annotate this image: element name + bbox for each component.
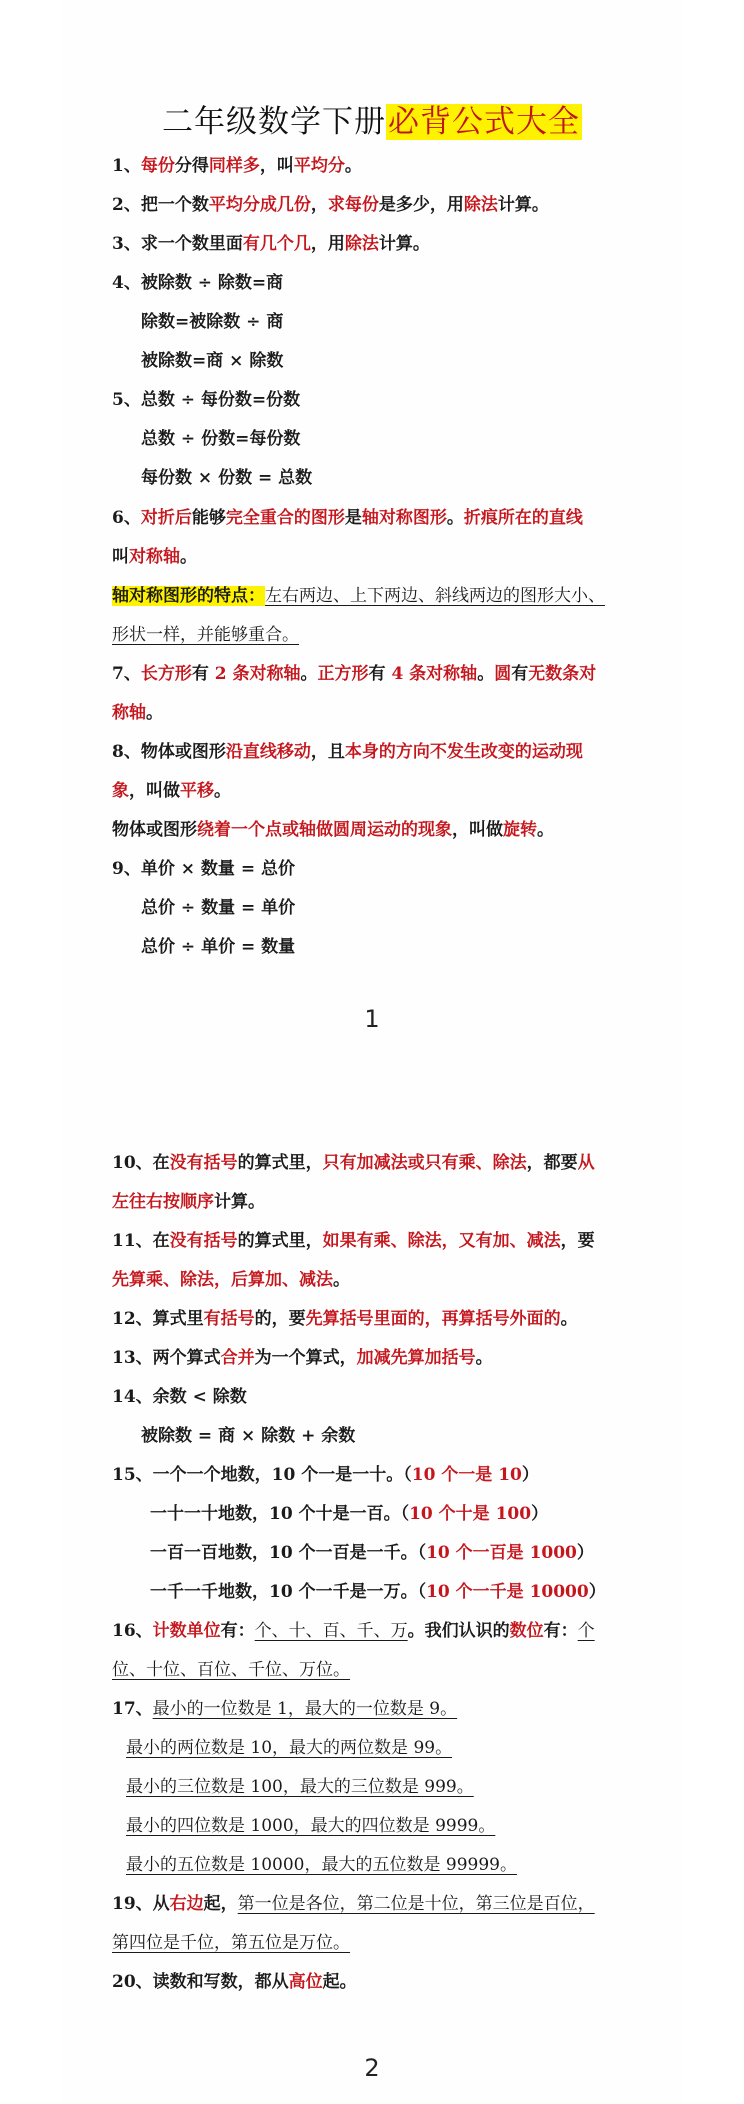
rule-6-line-1: 6、对折后能够完全重合的图形是轴对称图形。折痕所在的直线	[112, 508, 583, 528]
rule-12: 12、算式里有括号的，要先算括号里面的，再算括号外面的。	[112, 1309, 578, 1329]
rule-7-line-2: 称轴。	[112, 703, 163, 723]
rule-7-line-1: 7、长方形有 2 条对称轴。正方形有 4 条对称轴。圆有无数条对	[112, 664, 597, 684]
rule-20: 20、读数和写数，都从高位起。	[112, 1972, 357, 1992]
document-title	[0, 96, 744, 141]
symmetry-feature-line-2: 形状一样，并能够重合。	[112, 625, 299, 645]
rule-15-line-2: 一十一十地数，10 个十是一百。（10 个十是 100）	[150, 1504, 549, 1524]
rule-11-line-1: 11、在没有括号的算式里，如果有乘、除法，又有加、减法，要	[112, 1231, 595, 1251]
rule-9-line-3: 总价 ÷ 单价 = 数量	[141, 937, 296, 957]
rule-16-line-1: 16、计数单位有：个、十、百、千、万。我们认识的数位有：个	[112, 1621, 595, 1641]
rule-5-line-1: 5、总数 ÷ 每份数=份数	[112, 390, 301, 410]
rule-19-line-1: 19、从右边起，第一位是各位，第二位是十位，第三位是百位，	[112, 1894, 595, 1914]
rule-19-line-2: 第四位是千位，第五位是万位。	[112, 1933, 350, 1953]
rule-1: 1、每份分得同样多，叫平均分。	[112, 156, 362, 176]
rule-14-line-2: 被除数 = 商 × 除数 + 余数	[141, 1426, 356, 1446]
rule-5-line-2: 总数 ÷ 份数=每份数	[141, 429, 301, 449]
rule-14-line-1: 14、余数 < 除数	[112, 1387, 247, 1407]
rule-4-line-3: 被除数=商 × 除数	[141, 351, 284, 371]
rule-17-line-1: 17、最小的一位数是 1，最大的一位数是 9。	[112, 1699, 458, 1719]
rule-13: 13、两个算式合并为一个算式，加减先算加括号。	[112, 1348, 493, 1368]
rule-4-line-2: 除数=被除数 ÷ 商	[141, 312, 284, 332]
rule-15-line-1: 15、一个一个地数，10 个一是一十。（10 个一是 10）	[112, 1465, 539, 1485]
rule-15-line-4: 一千一千地数，10 个一千是一万。（10 个一千是 10000）	[150, 1582, 606, 1602]
page-number-1: 1	[364, 1005, 380, 1033]
title-highlight: 必背公式大全	[388, 104, 580, 140]
rule-15-line-3: 一百一百地数，10 个一百是一千。（10 个一百是 1000）	[150, 1543, 594, 1563]
rule-17-line-3: 最小的三位数是 100，最大的三位数是 999。	[126, 1777, 474, 1797]
page-number-2: 2	[364, 2054, 380, 2082]
rule-9-line-1: 9、单价 × 数量 = 总价	[112, 859, 295, 879]
rule-8-line-1: 8、物体或图形沿直线移动，且本身的方向不发生改变的运动现	[112, 742, 583, 762]
rule-17-line-5: 最小的五位数是 10000，最大的五位数是 99999。	[126, 1855, 517, 1875]
rule-2: 2、把一个数平均分成几份，求每份是多少，用除法计算。	[112, 195, 549, 215]
rule-5-line-3: 每份数 × 份数 = 总数	[141, 468, 313, 488]
rule-16-line-2: 位、十位、百位、千位、万位。	[112, 1660, 350, 1680]
rule-8-line-2: 象，叫做平移。	[112, 781, 231, 801]
rule-10-line-1: 10、在没有括号的算式里，只有加减法或只有乘、除法，都要从	[112, 1153, 595, 1173]
rule-17-line-2: 最小的两位数是 10，最大的两位数是 99。	[126, 1738, 453, 1758]
rule-11-line-2: 先算乘、除法，后算加、减法。	[112, 1270, 350, 1290]
rule-10-line-2: 左往右按顺序计算。	[112, 1192, 265, 1212]
rule-9-line-2: 总价 ÷ 数量 = 单价	[141, 898, 296, 918]
rule-4-line-1: 4、被除数 ÷ 除数=商	[112, 273, 284, 293]
title-plain: 二年级数学下册	[162, 104, 386, 140]
rotation-rule: 物体或图形绕着一个点或轴做圆周运动的现象，叫做旋转。	[112, 820, 554, 840]
rule-17-line-4: 最小的四位数是 1000，最大的四位数是 9999。	[126, 1816, 496, 1836]
rule-3: 3、求一个数里面有几个几，用除法计算。	[112, 234, 430, 254]
symmetry-feature-line-1: 轴对称图形的特点：左右两边、上下两边、斜线两边的图形大小、	[112, 586, 605, 606]
rule-6-line-2: 叫对称轴。	[112, 547, 197, 567]
